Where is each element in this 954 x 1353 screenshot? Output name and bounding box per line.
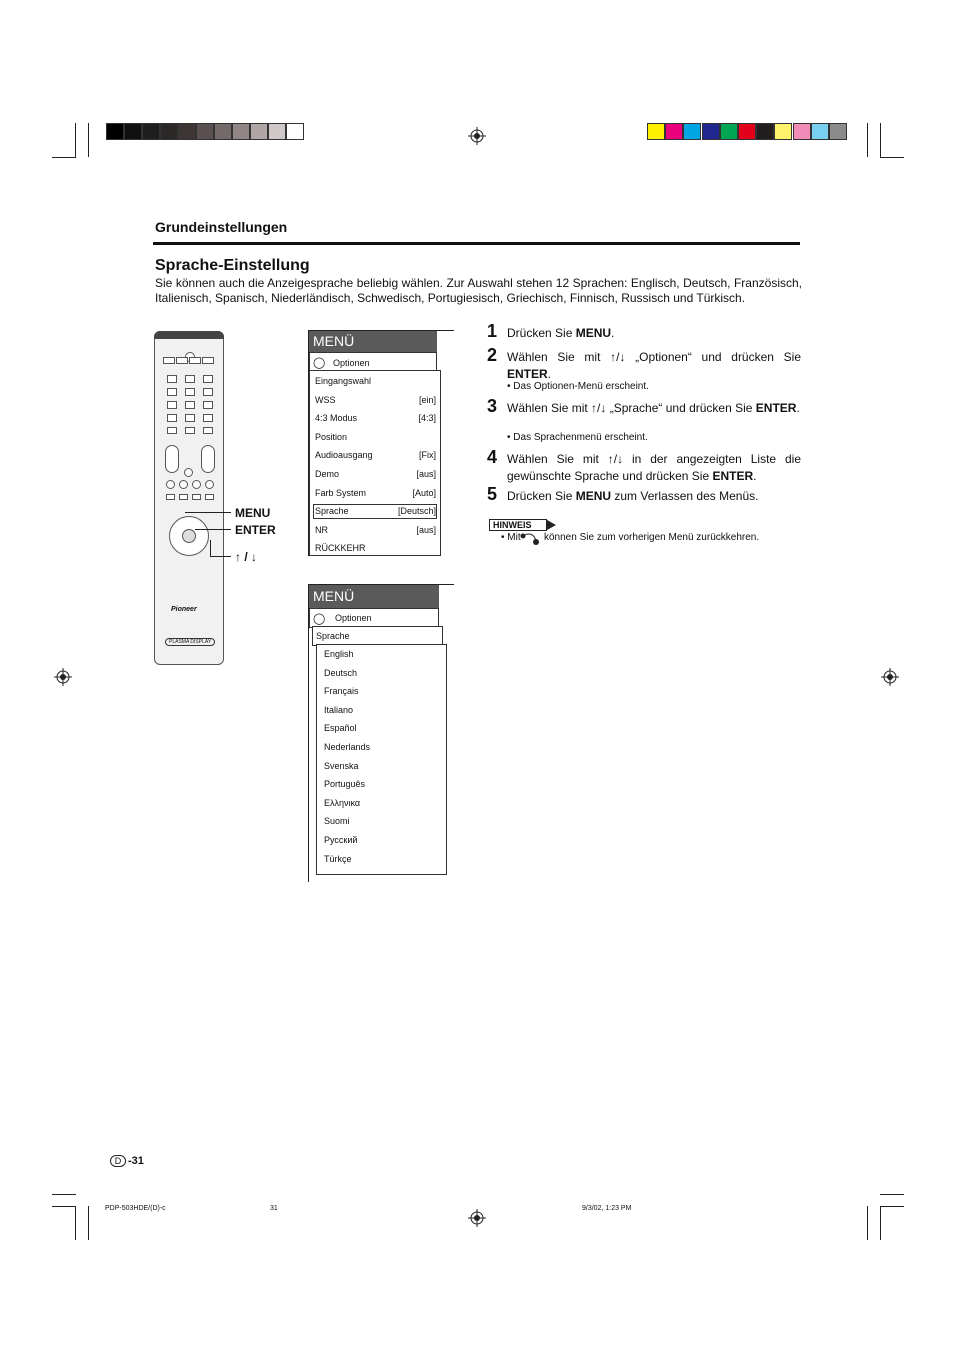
step-number: 1 [487, 321, 498, 341]
menu-item-label: Farb System [315, 487, 367, 498]
footer-date: 9/3/02, 1:23 PM [582, 1205, 632, 1212]
language-item: Русский [324, 835, 358, 845]
language-item: Español [324, 723, 357, 734]
hinweis-badge: HINWEIS [489, 519, 547, 531]
remote-plasma-label: PLASMA DISPLAY [165, 638, 215, 646]
menu-item-label: Audioausgang [315, 450, 373, 461]
section-rule [153, 242, 800, 245]
menu-item-label: Eingangswahl [315, 376, 372, 386]
options-icon: ◯ [313, 357, 326, 369]
menu-callout-line [185, 512, 231, 513]
color-swatch [756, 123, 774, 140]
color-swatch [702, 123, 720, 140]
menu-item-label: 4:3 Modus [315, 413, 358, 424]
menu-item-label: Demo [315, 469, 340, 479]
intro-paragraph: Sie können auch die Anzeigesprache beliebig wählen. Zur Auswahl stehen 12 Sprachen: Englisch, Deutsch, Französisch, Italienisch, Spanisch, Niederländisch, Schwedisch, Portugiesisch, Griechisch, Finnisch, Russisch und Türkisch. [155, 276, 802, 305]
color-swatch [106, 123, 124, 140]
page-language-badge: D [110, 1155, 126, 1167]
color-swatch [774, 123, 792, 140]
color-swatch [250, 123, 268, 140]
menu-title: MENÜ [309, 331, 437, 352]
menu-item-label: WSS [315, 394, 336, 405]
options-list [309, 370, 441, 556]
section-heading: Grundeinstellungen [155, 219, 288, 235]
registration-mark-right [881, 668, 899, 686]
page-number: -31 [128, 1155, 144, 1167]
options-tab-2: ◯ Optionen [309, 608, 439, 628]
options-menu-screen [308, 330, 454, 556]
options-tab: ◯ Optionen [309, 352, 437, 373]
color-swatch [665, 123, 683, 140]
color-swatch [214, 123, 232, 140]
step-text: Drücken Sie MENU zum Verlassen des Menüs. [507, 489, 759, 503]
hinweis-pre: • Mit [501, 532, 521, 543]
registration-mark-bottom [468, 1209, 486, 1227]
hinweis-arrow-icon [547, 520, 556, 530]
enter-label: ENTER [235, 523, 276, 537]
step-text: Wählen Sie mit ↑/↓ „Sprache“ und drücken Sie ENTER. [507, 401, 800, 415]
step-text: Drücken Sie MENU. [507, 326, 615, 340]
language-menu-screen [308, 584, 454, 882]
color-swatch [738, 123, 756, 140]
page-title: Sprache-Einstellung [155, 257, 310, 274]
remote-brand: Pioneer [171, 606, 197, 613]
arrow-label: ↑ / ↓ [235, 550, 258, 564]
color-swatch [124, 123, 142, 140]
hinweis-text: können Sie zum vorherigen Menü zurückkehren. [544, 532, 760, 543]
color-swatch [142, 123, 160, 140]
step-number: 2 [487, 345, 498, 365]
menu-item-label: Position [315, 431, 348, 442]
step-text: Wählen Sie mit ↑/↓ „Optionen“ und drücken Sie ENTER. [507, 350, 801, 381]
menu-item-value: [Auto] [412, 487, 436, 498]
color-swatch [178, 123, 196, 140]
menu-item-value: [aus] [416, 469, 436, 479]
color-swatch [829, 123, 847, 140]
footer-page: 31 [270, 1205, 278, 1212]
language-item: English [324, 649, 354, 659]
language-item: Svenska [324, 760, 359, 771]
menu-item-value: [ein] [418, 394, 436, 405]
color-swatch [160, 123, 178, 140]
language-item: Nederlands [324, 742, 371, 752]
menu-item-value: [Fix] [419, 450, 436, 461]
menu-label: MENU [235, 506, 271, 520]
step-note: • Das Optionen-Menü erscheint. [507, 381, 649, 392]
language-item: Français [324, 686, 359, 697]
language-item: Suomi [324, 816, 350, 827]
menu-item-label: RÜCKKEHR [315, 543, 366, 554]
arrow-callout-line [210, 556, 231, 557]
language-item: Italiano [324, 704, 354, 715]
language-list [316, 644, 447, 875]
color-swatch [811, 123, 829, 140]
menu-item-value: [4:3] [418, 413, 436, 424]
options-icon: ◯ [313, 613, 326, 625]
menu-item-value: [aus] [416, 524, 436, 535]
menu-item-label: Sprache [315, 506, 349, 517]
menu-item-label: NR [315, 524, 328, 535]
color-swatch [647, 123, 665, 140]
color-swatch [720, 123, 738, 140]
color-swatch [286, 123, 304, 140]
step-number: 5 [487, 484, 498, 504]
return-icon [519, 532, 541, 546]
enter-callout-line [195, 529, 231, 530]
step-number: 4 [487, 447, 498, 467]
language-item: Português [324, 779, 366, 790]
color-swatch [268, 123, 286, 140]
step-note: • Das Sprachenmenü erscheint. [507, 432, 648, 443]
language-item: Türkçe [324, 853, 352, 864]
step-text: Wählen Sie mit ↑/↓ in der angezeigten Liste die gewünschte Sprache und drücken Sie ENTER. [507, 452, 801, 483]
color-swatch [793, 123, 811, 140]
menu-item-value: [Deutsch] [397, 506, 436, 517]
color-swatch [196, 123, 214, 140]
remote-control-illustration [154, 331, 224, 665]
menu-title-2: MENÜ [309, 585, 439, 608]
registration-mark-left [54, 668, 72, 686]
color-swatch [683, 123, 701, 140]
footer-file: PDP-503HDE/(D)-c [105, 1205, 166, 1212]
color-swatch [232, 123, 250, 140]
registration-mark-top [468, 127, 486, 145]
remote-enter-button [182, 529, 196, 543]
language-item: Ελληνικα [324, 797, 361, 808]
step-number: 3 [487, 396, 498, 416]
language-item: Deutsch [324, 667, 358, 678]
sprache-tab: Sprache [312, 626, 443, 646]
